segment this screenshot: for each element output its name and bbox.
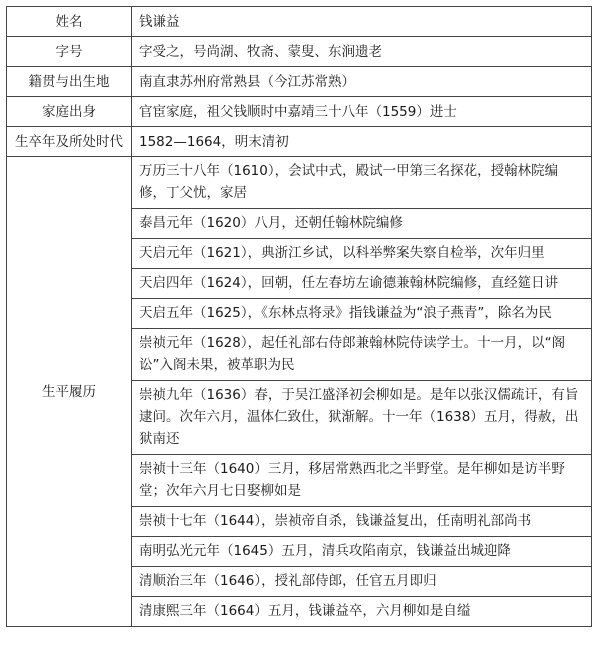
career-event: 天启四年（1624），回朝，任左春坊左谕德兼翰林院编修，直经筵日讲 xyxy=(132,269,592,299)
row-value: 1582—1664，明末清初 xyxy=(132,127,592,157)
career-event: 清顺治三年（1646），授礼部侍郎，任官五月即归 xyxy=(132,567,592,597)
biography-table-container xyxy=(6,6,592,627)
career-event: 南明弘光元年（1645）五月，清兵攻陷南京，钱谦益出城迎降 xyxy=(132,537,592,567)
career-event: 天启元年（1621），典浙江乡试，以科举弊案失察自检举，次年归里 xyxy=(132,239,592,269)
career-event: 万历三十八年（1610），会试中式，殿试一甲第三名探花，授翰林院编修，丁父忧，家居 xyxy=(132,157,592,209)
table-row-lifespan xyxy=(7,127,592,157)
table-row-family xyxy=(7,97,592,127)
career-label: 生平履历 xyxy=(7,157,132,627)
table-row-career-event xyxy=(7,157,592,209)
row-label: 生卒年及所处时代 xyxy=(7,127,132,157)
career-event: 崇祯元年（1628），起任礼部右侍郎兼翰林院侍读学士。十一月，以“阁讼”入阁未果，被革职为民 xyxy=(132,329,592,381)
table-row-courtesy-name xyxy=(7,37,592,67)
row-label: 家庭出身 xyxy=(7,97,132,127)
row-value: 钱谦益 xyxy=(132,7,592,37)
row-label: 籍贯与出生地 xyxy=(7,67,132,97)
table-row-origin xyxy=(7,67,592,97)
row-value: 南直隶苏州府常熟县（今江苏常熟） xyxy=(132,67,592,97)
row-value: 官宦家庭，祖父钱顺时中嘉靖三十八年（1559）进士 xyxy=(132,97,592,127)
career-event: 天启五年（1625），《东林点将录》指钱谦益为“浪子燕青”，除名为民 xyxy=(132,299,592,329)
row-value: 字受之，号尚湖、牧斋、蒙叟、东涧遗老 xyxy=(132,37,592,67)
career-event: 崇祯十三年（1640）三月，移居常熟西北之半野堂。是年柳如是访半野堂；次年六月七日娶柳如是 xyxy=(132,455,592,507)
row-label: 字号 xyxy=(7,37,132,67)
career-event: 崇祯九年（1636）春，于吴江盛泽初会柳如是。是年以张汉儒疏讦，有旨逮问。次年六月，温体仁致仕，狱渐解。十一年（1638）五月，得赦，出狱南还 xyxy=(132,381,592,455)
table-row-name xyxy=(7,7,592,37)
row-label: 姓名 xyxy=(7,7,132,37)
career-event: 泰昌元年（1620）八月，还朝任翰林院编修 xyxy=(132,209,592,239)
career-event: 清康熙三年（1664）五月，钱谦益卒，六月柳如是自缢 xyxy=(132,597,592,627)
biography-table xyxy=(6,6,592,627)
career-event: 崇祯十七年（1644），崇祯帝自杀，钱谦益复出，任南明礼部尚书 xyxy=(132,507,592,537)
